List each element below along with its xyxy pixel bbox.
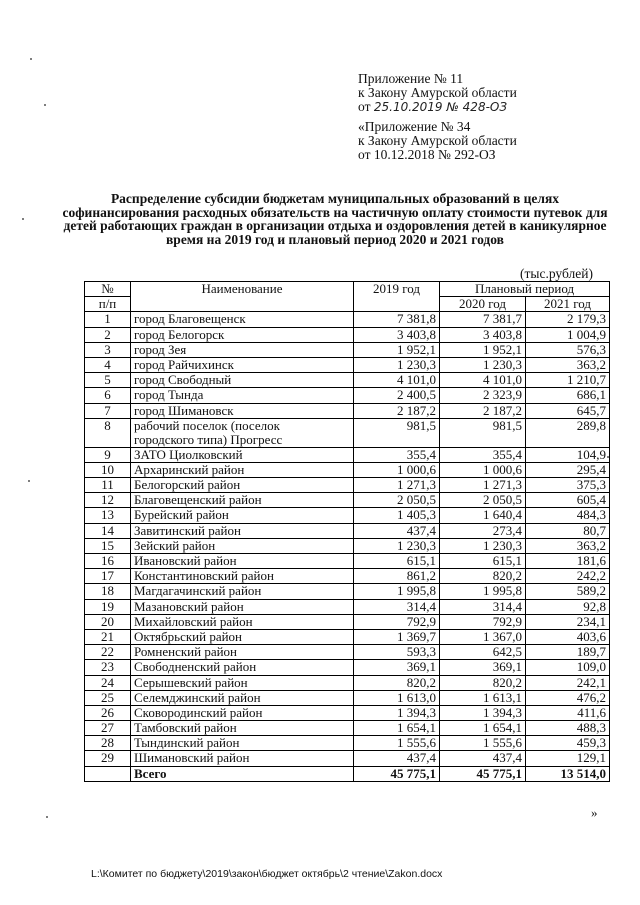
row-number: 28 bbox=[85, 736, 131, 751]
table-row bbox=[85, 554, 610, 569]
municipality-name bbox=[131, 614, 354, 629]
value-2020: 355,4 bbox=[440, 447, 526, 462]
value-2020: 981,5 bbox=[440, 418, 526, 447]
municipality-name bbox=[131, 554, 354, 569]
value-2020: 1 640,4 bbox=[440, 508, 526, 523]
municipality-name bbox=[131, 523, 354, 538]
row-number: 6 bbox=[85, 388, 131, 403]
value-2020: 1 000,6 bbox=[440, 462, 526, 477]
value-2020: 1 613,1 bbox=[440, 690, 526, 705]
value-2021: 1 004,9 bbox=[526, 327, 610, 342]
table-row bbox=[85, 462, 610, 477]
value-2021: 1 210,7 bbox=[526, 373, 610, 388]
row-number: 15 bbox=[85, 538, 131, 553]
value-2020: 1 271,3 bbox=[440, 478, 526, 493]
value-2019: 2 187,2 bbox=[354, 403, 440, 418]
value-2019: 369,1 bbox=[354, 660, 440, 675]
municipality-name bbox=[131, 312, 354, 327]
value-2021: 686,1 bbox=[526, 388, 610, 403]
value-2021: 576,3 bbox=[526, 342, 610, 357]
col-header-2019: 2019 год bbox=[354, 282, 440, 312]
table-row bbox=[85, 705, 610, 720]
value-2021: 129,1 bbox=[526, 751, 610, 766]
total-2020: 45 775,1 bbox=[440, 766, 526, 781]
value-2019: 1 654,1 bbox=[354, 721, 440, 736]
row-number: 8 bbox=[85, 418, 131, 447]
value-2020: 1 555,6 bbox=[440, 736, 526, 751]
previous-appendix-number: «Приложение № 34 bbox=[358, 119, 471, 134]
appendix-header bbox=[358, 72, 517, 114]
value-2019: 1 613,0 bbox=[354, 690, 440, 705]
value-2020: 2 187,2 bbox=[440, 403, 526, 418]
municipality-name bbox=[131, 569, 354, 584]
value-2020: 820,2 bbox=[440, 569, 526, 584]
value-2020: 2 050,5 bbox=[440, 493, 526, 508]
table-row bbox=[85, 493, 610, 508]
municipality-name-line: Магдагачинский район bbox=[134, 583, 262, 599]
municipality-name-line: Ивановский район bbox=[134, 553, 237, 568]
municipality-name bbox=[131, 705, 354, 720]
value-2020: 1 995,8 bbox=[440, 584, 526, 599]
municipality-name bbox=[131, 327, 354, 342]
table-row bbox=[85, 599, 610, 614]
table-row bbox=[85, 629, 610, 644]
municipality-name-line: Тамбовский район bbox=[134, 720, 237, 736]
municipality-name-line: Селемджинский район bbox=[134, 690, 261, 705]
municipality-name-line: Завитинский район bbox=[134, 523, 241, 538]
value-2019: 437,4 bbox=[354, 751, 440, 766]
row-number: 5 bbox=[85, 373, 131, 388]
scan-speck bbox=[607, 456, 609, 458]
value-2021: 363,2 bbox=[526, 538, 610, 553]
row-number: 21 bbox=[85, 629, 131, 644]
municipality-name bbox=[131, 721, 354, 736]
table-row bbox=[85, 690, 610, 705]
municipality-name bbox=[131, 508, 354, 523]
municipality-name-line: Октябрьский район bbox=[134, 629, 242, 644]
municipality-name bbox=[131, 373, 354, 388]
value-2021: 242,1 bbox=[526, 675, 610, 690]
value-2020: 820,2 bbox=[440, 675, 526, 690]
value-2019: 437,4 bbox=[354, 523, 440, 538]
scan-speck bbox=[30, 58, 32, 60]
value-2020: 642,5 bbox=[440, 645, 526, 660]
total-2021: 13 514,0 bbox=[526, 766, 610, 781]
value-2019: 1 995,8 bbox=[354, 584, 440, 599]
value-2019: 1 405,3 bbox=[354, 508, 440, 523]
previous-law-date: от 10.12.2018 № 292-ОЗ bbox=[358, 147, 496, 162]
row-number: 4 bbox=[85, 357, 131, 372]
value-2019: 314,4 bbox=[354, 599, 440, 614]
units-label: (тыс.рублей) bbox=[520, 266, 593, 281]
law-reference: к Закону Амурской области bbox=[358, 85, 517, 100]
table-row bbox=[85, 523, 610, 538]
value-2020: 369,1 bbox=[440, 660, 526, 675]
date-prefix: от bbox=[358, 99, 371, 114]
total-row bbox=[85, 766, 610, 781]
value-2021: 242,2 bbox=[526, 569, 610, 584]
row-number: 7 bbox=[85, 403, 131, 418]
value-2020: 1 394,3 bbox=[440, 705, 526, 720]
municipality-name bbox=[131, 690, 354, 705]
row-number: 1 bbox=[85, 312, 131, 327]
value-2019: 2 400,5 bbox=[354, 388, 440, 403]
table-row bbox=[85, 736, 610, 751]
municipality-name bbox=[131, 538, 354, 553]
municipality-name bbox=[131, 462, 354, 477]
row-number: 19 bbox=[85, 599, 131, 614]
table-row bbox=[85, 645, 610, 660]
municipality-name-line: Сковородинский район bbox=[134, 705, 263, 720]
value-2021: 403,6 bbox=[526, 629, 610, 644]
value-2021: 363,2 bbox=[526, 357, 610, 372]
value-2021: 411,6 bbox=[526, 705, 610, 720]
handwritten-date: 25.10.2019 № 428-ОЗ bbox=[373, 100, 508, 114]
closing-quote: » bbox=[591, 805, 598, 820]
value-2020: 7 381,7 bbox=[440, 312, 526, 327]
col-header-2021: 2021 год bbox=[526, 297, 610, 312]
municipality-name-line: Ромненский район bbox=[134, 644, 238, 660]
row-number: 27 bbox=[85, 721, 131, 736]
value-2019: 355,4 bbox=[354, 447, 440, 462]
municipality-name-line: Зейский район bbox=[134, 538, 216, 553]
value-2020: 273,4 bbox=[440, 523, 526, 538]
table-row bbox=[85, 538, 610, 553]
municipality-name-line: Шимановский район bbox=[134, 750, 250, 766]
table-row bbox=[85, 373, 610, 388]
value-2021: 476,2 bbox=[526, 690, 610, 705]
value-2021: 92,8 bbox=[526, 599, 610, 614]
row-number: 20 bbox=[85, 614, 131, 629]
col-header-plan-period: Плановый период bbox=[440, 282, 610, 297]
col-header-2020: 2020 год bbox=[440, 297, 526, 312]
value-2019: 820,2 bbox=[354, 675, 440, 690]
municipality-name-line: Тындинский район bbox=[134, 735, 240, 751]
municipality-name-line: город Тында bbox=[134, 387, 204, 403]
scan-speck bbox=[46, 816, 48, 818]
municipality-name-line: Михайловский район bbox=[134, 614, 253, 629]
table-row bbox=[85, 357, 610, 372]
value-2020: 437,4 bbox=[440, 751, 526, 766]
row-number: 10 bbox=[85, 462, 131, 477]
municipality-name-line: Белогорский район bbox=[134, 477, 241, 493]
value-2019: 1 952,1 bbox=[354, 342, 440, 357]
table-row bbox=[85, 660, 610, 675]
municipality-name-line: город Шимановск bbox=[134, 403, 234, 418]
municipality-name-line: город Райчихинск bbox=[134, 357, 234, 372]
value-2020: 1 230,3 bbox=[440, 357, 526, 372]
col-header-name: Наименование bbox=[131, 282, 354, 312]
value-2019: 792,9 bbox=[354, 614, 440, 629]
municipality-name bbox=[131, 403, 354, 418]
value-2021: 488,3 bbox=[526, 721, 610, 736]
value-2021: 295,4 bbox=[526, 462, 610, 477]
value-2020: 314,4 bbox=[440, 599, 526, 614]
value-2021: 375,3 bbox=[526, 478, 610, 493]
value-2020: 1 230,3 bbox=[440, 538, 526, 553]
table-row bbox=[85, 447, 610, 462]
row-number: 22 bbox=[85, 645, 131, 660]
scan-speck bbox=[22, 218, 24, 220]
municipality-name-line: Благовещенский район bbox=[134, 492, 262, 508]
municipality-name-line: Свободненский район bbox=[134, 659, 257, 675]
row-number: 3 bbox=[85, 342, 131, 357]
municipality-name bbox=[131, 478, 354, 493]
municipality-name-line: Бурейский район bbox=[134, 507, 229, 523]
col-header-pp: п/п bbox=[85, 297, 131, 312]
value-2019: 1 000,6 bbox=[354, 462, 440, 477]
value-2019: 7 381,8 bbox=[354, 312, 440, 327]
municipality-name bbox=[131, 660, 354, 675]
table-row bbox=[85, 584, 610, 599]
value-2021: 484,3 bbox=[526, 508, 610, 523]
table-row bbox=[85, 418, 610, 447]
municipality-name-line: Архаринский район bbox=[134, 462, 245, 477]
municipality-name-line: Серышевский район bbox=[134, 675, 248, 690]
value-2020: 2 323,9 bbox=[440, 388, 526, 403]
table-row bbox=[85, 751, 610, 766]
municipality-name bbox=[131, 675, 354, 690]
row-number: 11 bbox=[85, 478, 131, 493]
row-number: 9 bbox=[85, 447, 131, 462]
table-row bbox=[85, 614, 610, 629]
table-row bbox=[85, 721, 610, 736]
municipality-name bbox=[131, 629, 354, 644]
value-2020: 4 101,0 bbox=[440, 373, 526, 388]
municipality-name bbox=[131, 493, 354, 508]
municipality-name-line: рабочий поселок (поселок bbox=[134, 418, 280, 433]
municipality-name bbox=[131, 447, 354, 462]
file-path-footer: L:\Комитет по бюджету\2019\закон\бюджет октябрь\2 чтение\Zakon.docx bbox=[91, 868, 443, 880]
scan-speck bbox=[44, 104, 46, 106]
table-row bbox=[85, 388, 610, 403]
municipality-name bbox=[131, 736, 354, 751]
row-number: 17 bbox=[85, 569, 131, 584]
value-2019: 1 271,3 bbox=[354, 478, 440, 493]
value-2019: 615,1 bbox=[354, 554, 440, 569]
municipality-name bbox=[131, 751, 354, 766]
municipality-name bbox=[131, 388, 354, 403]
municipality-name bbox=[131, 645, 354, 660]
municipality-name-line: город Зея bbox=[134, 342, 187, 357]
row-number: 12 bbox=[85, 493, 131, 508]
law-date-line bbox=[358, 100, 517, 114]
value-2021: 645,7 bbox=[526, 403, 610, 418]
value-2020: 792,9 bbox=[440, 614, 526, 629]
previous-appendix-header bbox=[358, 120, 517, 162]
previous-law-reference: к Закону Амурской области bbox=[358, 133, 517, 148]
appendix-number: Приложение № 11 bbox=[358, 71, 464, 86]
total-2019: 45 775,1 bbox=[354, 766, 440, 781]
value-2021: 605,4 bbox=[526, 493, 610, 508]
municipality-name-line: город Белогорск bbox=[134, 327, 225, 342]
value-2021: 181,6 bbox=[526, 554, 610, 569]
table-header-row-1 bbox=[85, 282, 610, 297]
row-number: 14 bbox=[85, 523, 131, 538]
table-row bbox=[85, 312, 610, 327]
value-2021: 589,2 bbox=[526, 584, 610, 599]
value-2020: 1 654,1 bbox=[440, 721, 526, 736]
row-number: 13 bbox=[85, 508, 131, 523]
municipality-name-line: город Свободный bbox=[134, 372, 232, 388]
document-title: Распределение субсидии бюджетам муниципальных образований в целях софинансирования расходных обязательств на частичную оплату стоимости путевок для детей работающих граждан в организации отдыха и оздоровления детей в каникулярное время на 2019 год и плановый период 2020 и 2021 годов bbox=[62, 191, 608, 247]
table-row bbox=[85, 403, 610, 418]
row-number: 24 bbox=[85, 675, 131, 690]
total-number-cell bbox=[85, 766, 131, 781]
row-number: 29 bbox=[85, 751, 131, 766]
value-2021: 2 179,3 bbox=[526, 312, 610, 327]
row-number: 25 bbox=[85, 690, 131, 705]
municipality-name-line: Мазановский район bbox=[134, 599, 244, 614]
municipality-name bbox=[131, 599, 354, 614]
row-number: 2 bbox=[85, 327, 131, 342]
table-row bbox=[85, 478, 610, 493]
municipality-name-line: ЗАТО Циолковский bbox=[134, 447, 243, 462]
table-row bbox=[85, 569, 610, 584]
value-2021: 459,3 bbox=[526, 736, 610, 751]
value-2019: 4 101,0 bbox=[354, 373, 440, 388]
municipality-name-line: город Благовещенск bbox=[134, 311, 246, 327]
municipality-name-line: городского типа) Прогресс bbox=[134, 431, 283, 447]
municipality-name bbox=[131, 342, 354, 357]
value-2019: 2 050,5 bbox=[354, 493, 440, 508]
table-row bbox=[85, 675, 610, 690]
total-label: Всего bbox=[131, 766, 354, 781]
value-2021: 189,7 bbox=[526, 645, 610, 660]
value-2021: 104,9 bbox=[526, 447, 610, 462]
table-row bbox=[85, 342, 610, 357]
table-row bbox=[85, 327, 610, 342]
value-2019: 1 394,3 bbox=[354, 705, 440, 720]
value-2019: 861,2 bbox=[354, 569, 440, 584]
value-2020: 3 403,8 bbox=[440, 327, 526, 342]
municipality-name bbox=[131, 584, 354, 599]
value-2019: 981,5 bbox=[354, 418, 440, 447]
value-2021: 289,8 bbox=[526, 418, 610, 447]
col-header-number: № bbox=[85, 282, 131, 297]
value-2019: 3 403,8 bbox=[354, 327, 440, 342]
row-number: 26 bbox=[85, 705, 131, 720]
municipality-name bbox=[131, 357, 354, 372]
row-number: 18 bbox=[85, 584, 131, 599]
value-2020: 1 367,0 bbox=[440, 629, 526, 644]
value-2019: 593,3 bbox=[354, 645, 440, 660]
municipality-name-line: Константиновский район bbox=[134, 568, 274, 584]
value-2019: 1 555,6 bbox=[354, 736, 440, 751]
subsidy-table bbox=[84, 281, 610, 782]
value-2021: 80,7 bbox=[526, 523, 610, 538]
municipality-name bbox=[131, 418, 354, 447]
value-2019: 1 230,3 bbox=[354, 538, 440, 553]
row-number: 16 bbox=[85, 554, 131, 569]
table-row bbox=[85, 508, 610, 523]
value-2021: 109,0 bbox=[526, 660, 610, 675]
value-2020: 615,1 bbox=[440, 554, 526, 569]
scan-speck bbox=[28, 480, 30, 482]
row-number: 23 bbox=[85, 660, 131, 675]
value-2019: 1 230,3 bbox=[354, 357, 440, 372]
value-2020: 1 952,1 bbox=[440, 342, 526, 357]
value-2021: 234,1 bbox=[526, 614, 610, 629]
value-2019: 1 369,7 bbox=[354, 629, 440, 644]
